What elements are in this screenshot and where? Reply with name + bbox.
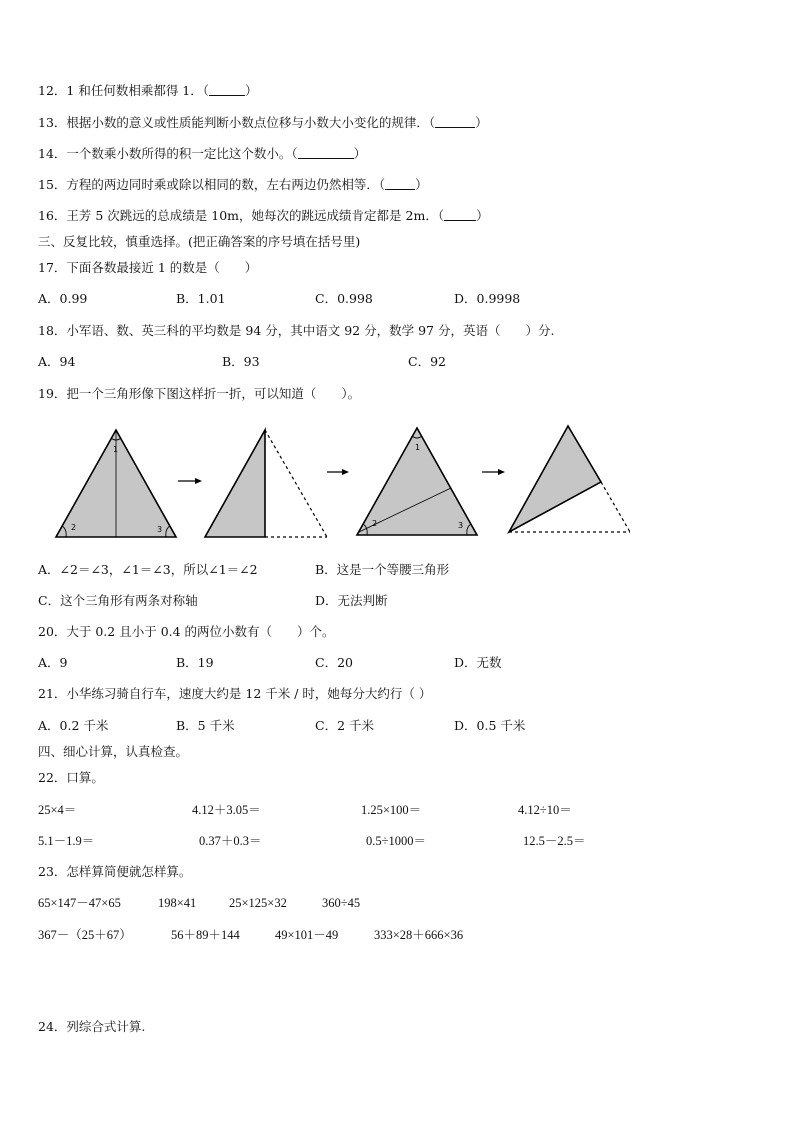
angle-label-2: 2 — [71, 523, 77, 532]
arrow-icon — [482, 469, 505, 475]
option-a[interactable]: A．0.2 千米 — [38, 718, 109, 733]
simplify-calc-item: 56＋89＋144 — [171, 928, 240, 942]
question-19: 19．把一个三角形像下图这样折一折，可以知道（ ）。 — [38, 386, 361, 401]
answer-blank[interactable] — [209, 83, 245, 96]
simplify-calc-item: 49×101－49 — [275, 928, 339, 942]
option-a[interactable]: A．9 — [38, 655, 68, 670]
option-b[interactable]: B．93 — [222, 354, 260, 369]
angle-label-3: 3 — [458, 521, 464, 530]
option-b[interactable]: B．5 千米 — [176, 718, 235, 733]
triangle-3 — [357, 428, 477, 535]
option-c[interactable]: C．0.998 — [315, 291, 373, 306]
question-13: 13．根据小数的意义或性质能判断小数点位移与小数大小变化的规律．（ ） — [38, 115, 488, 130]
simplify-calc-item: 198×41 — [158, 896, 197, 910]
oral-calc-item: 0.37＋0.3＝ — [199, 834, 262, 848]
option-c[interactable]: C．20 — [315, 655, 353, 670]
triangle-2 — [205, 430, 327, 537]
angle-label-1: 1 — [415, 443, 421, 452]
oral-calc-item: 4.12÷10＝ — [518, 803, 572, 817]
option-a[interactable]: A．0.99 — [38, 291, 88, 306]
question-24: 24．列综合式计算. — [38, 1019, 146, 1034]
option-d[interactable]: D．0.5 千米 — [454, 718, 526, 733]
oral-calc-item: 25×4＝ — [38, 803, 77, 817]
simplify-calc-item: 25×125×32 — [229, 896, 287, 910]
answer-blank[interactable] — [385, 177, 415, 190]
question-12: 12．1 和任何数相乘都得 1．（ ） — [38, 83, 258, 98]
option-a[interactable]: A．94 — [38, 354, 76, 369]
question-22: 22．口算。 — [38, 770, 104, 785]
simplify-calc-item: 65×147－47×65 — [38, 896, 121, 910]
simplify-calc-item: 333×28＋666×36 — [374, 928, 464, 942]
question-15: 15．方程的两边同时乘或除以相同的数，左右两边仍然相等．（ ） — [38, 177, 428, 192]
simplify-calc-item: 367－（25＋67） — [38, 928, 132, 942]
question-21: 21．小华练习骑自行车，速度大约是 12 千米 / 时，她每分大约行（ ） — [38, 686, 432, 701]
arrow-icon — [178, 478, 202, 484]
oral-calc-item: 1.25×100＝ — [361, 803, 422, 817]
section-3-heading: 三、反复比较，慎重选择。(把正确答案的序号填在括号里) — [38, 234, 361, 249]
section-4-heading: 四、细心计算，认真检查。 — [38, 744, 189, 759]
option-a[interactable]: A．∠2＝∠3，∠1＝∠3，所以∠1＝∠2 — [38, 562, 258, 577]
angle-label-1: 1 — [113, 445, 119, 454]
option-d[interactable]: D．无法判断 — [315, 593, 388, 608]
option-d[interactable]: D．无数 — [454, 655, 502, 670]
answer-blank[interactable] — [435, 115, 475, 128]
triangle-1 — [56, 430, 176, 537]
option-d[interactable]: D．0.9998 — [454, 291, 521, 306]
option-b[interactable]: B．这是一个等腰三角形 — [315, 562, 450, 577]
answer-blank[interactable] — [298, 146, 354, 159]
oral-calc-item: 0.5÷1000＝ — [366, 834, 426, 848]
question-23: 23．怎样算简便就怎样算。 — [38, 864, 192, 879]
triangle-fold-figure — [40, 420, 640, 545]
oral-calc-item: 12.5－2.5＝ — [523, 834, 586, 848]
option-c[interactable]: C．这个三角形有两条对称轴 — [38, 593, 198, 608]
oral-calc-item: 5.1－1.9＝ — [38, 834, 95, 848]
arrow-icon — [327, 469, 349, 475]
angle-label-2: 2 — [372, 519, 378, 528]
question-20: 20．大于 0.2 且小于 0.4 的两位小数有（ ）个。 — [38, 624, 335, 639]
question-18: 18．小军语、数、英三科的平均数是 94 分，其中语文 92 分，数学 97 分，英语（ ）分. — [38, 323, 555, 338]
question-16: 16．王芳 5 次跳远的总成绩是 10m，她每次的跳远成绩肯定都是 2m．（ ） — [38, 208, 489, 223]
option-b[interactable]: B．19 — [176, 655, 214, 670]
triangle-4 — [509, 426, 630, 532]
simplify-calc-item: 360÷45 — [322, 896, 361, 910]
answer-blank[interactable] — [444, 208, 476, 221]
option-b[interactable]: B．1.01 — [176, 291, 226, 306]
question-17: 17．下面各数最接近 1 的数是（ ） — [38, 260, 258, 275]
oral-calc-item: 4.12＋3.05＝ — [192, 803, 261, 817]
option-c[interactable]: C．2 千米 — [315, 718, 374, 733]
option-c[interactable]: C．92 — [408, 354, 446, 369]
angle-label-3: 3 — [157, 525, 163, 534]
question-14: 14．一个数乘小数所得的积一定比这个数小。（ ） — [38, 146, 367, 161]
